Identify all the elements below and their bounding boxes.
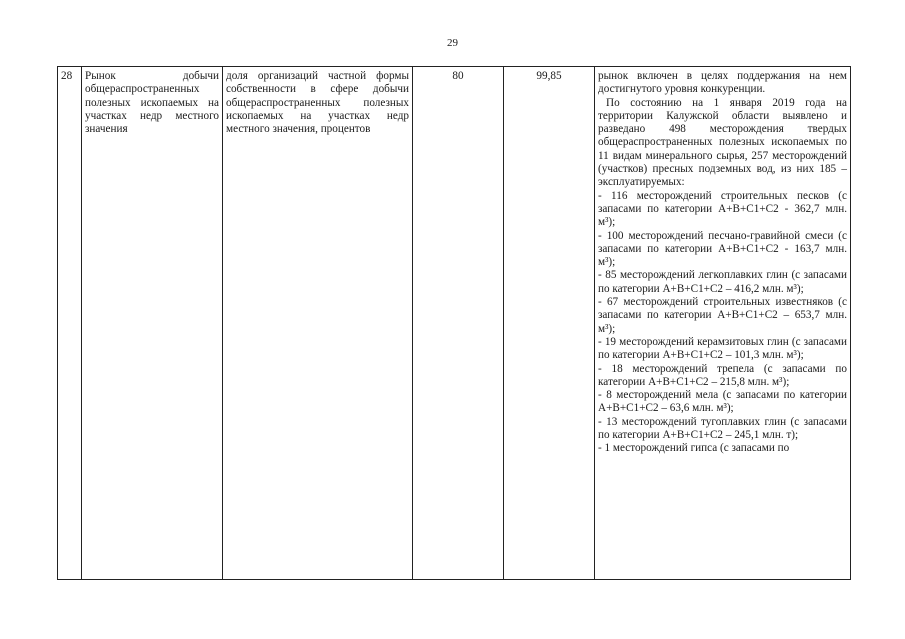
indicator-description: доля организаций частной формы собственности в сфере добычи общераспространенных полезных ископаемых на участках недр местного значения, процентов — [223, 67, 413, 580]
list-item: - 19 месторождений керамзитовых глин (с запасами по категории A+B+C1+C2 – 101,3 млн. м³); — [598, 335, 847, 362]
comment-cell — [595, 67, 851, 580]
comment-intro: рынок включен в целях поддержания на нем достигнутого уровня конкуренции. — [598, 70, 847, 96]
list-item: - 18 месторождений трепела (с запасами по категории A+B+C1+C2 – 215,8 млн. м³); — [598, 362, 847, 388]
actual-value: 99,85 — [504, 67, 595, 580]
list-item: - 116 месторождений строительных песков (с запасами по категории A+B+C1+C2 - 362,7 млн. м³); — [598, 189, 847, 229]
list-item: - 67 месторождений строительных известняков (с запасами по категории A+B+C1+C2 – 653,7 млн. м³); — [598, 296, 847, 335]
list-item: - 13 месторождений тугоплавких глин (с запасами по категории A+B+C1+C2 – 245,1 млн. т); — [598, 415, 847, 442]
target-value: 80 — [413, 67, 504, 580]
row-number: 28 — [58, 67, 82, 580]
market-name: Рынок добычи общераспространенных полезных ископаемых на участках недр местного значения — [82, 67, 223, 580]
list-item: - 8 месторождений мела (с запасами по категории A+B+C1+C2 – 63,6 млн. м³); — [598, 389, 847, 415]
list-item: - 85 месторождений легкоплавких глин (с запасами по категории A+B+C1+C2 – 416,2 млн. м³); — [598, 269, 847, 295]
list-item: - 100 месторождений песчано-гравийной смеси (с запасами по категории A+B+C1+C2 - 163,7 млн. м³); — [598, 229, 847, 269]
table-row — [58, 67, 851, 580]
competition-table — [57, 66, 851, 580]
page-number: 29 — [447, 37, 458, 49]
list-item: - 1 месторождений гипса (с запасами по — [598, 442, 790, 455]
comment-summary: По состоянию на 1 января 2019 года на территории Калужской области выявлено и разведано 498 месторождения твердых общераспространенных полезных ископаемых по 11 видам минерального сырья, 257 месторождений (участков) пресных подземных вод, из них 185 – эксплуатируемых: — [598, 96, 847, 189]
deposit-list — [598, 190, 847, 456]
